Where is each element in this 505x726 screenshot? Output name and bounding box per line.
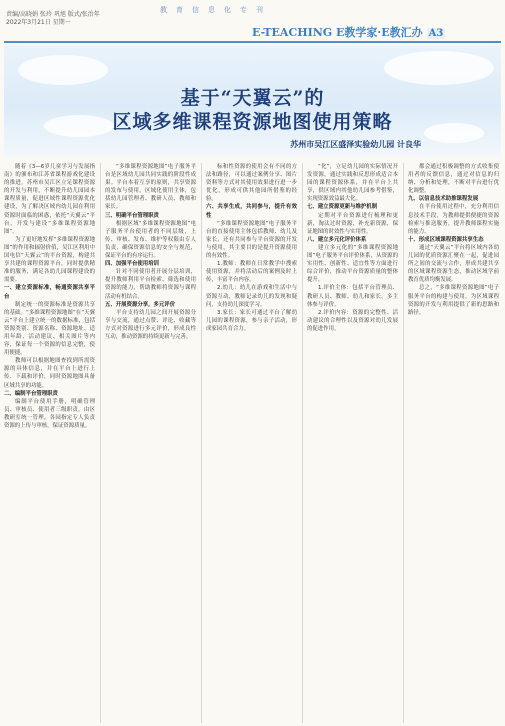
section-heading: 四、加强平台使用培训 — [105, 261, 159, 268]
column-5 — [408, 163, 499, 723]
section-heading: 九、以信息技术助推课程发展 — [408, 196, 479, 203]
cloud-decoration — [18, 55, 108, 85]
paragraph: 2.评价内容：资源的完整性、活动建议的合理性以及资源对幼儿发展的促进作用。 — [307, 309, 398, 332]
paragraph: 标和性资源的使用会有不同的方法和路径，可以通过案例分享、图片资料等方式对其使用效果进行进一步优化，形成可供其他园所借鉴的经验。 — [206, 164, 297, 203]
article-body — [4, 163, 501, 723]
paragraph: 教师可以根据地图查找到所需资源的具体信息，并在平台上进行上传、下载和评价，同时资源地图具备区域共享的功能。 — [4, 358, 95, 389]
column-divider — [302, 163, 303, 723]
section-heading: 六、共享生成，共同参与，提升有效性 — [206, 204, 297, 219]
section-heading: 十、形成区域课程资源共享生态 — [408, 236, 484, 243]
paragraph: 编制平台使用手册，明确管理员、审核员、使用者三级职责，由区教研室统一管理，各园指定专人负责资源的上传与审核，保证资源质量。 — [4, 398, 95, 429]
section-heading: 一、建立资源标准，畅通资源共享平台 — [4, 285, 95, 300]
cloud-decoration — [384, 51, 494, 85]
column-1 — [4, 163, 95, 723]
paragraph: 根据区域“多维课程资源地图”电子服务平台使用者的不同层级，上传、审核、发布、维护等权限由专人负责，确保资源信息的安全与规范，保证平台的有序运行。 — [105, 220, 196, 260]
paragraph: 2.幼儿：幼儿在游戏和生活中与资源互动，教师记录幼儿的发现和疑问，支持幼儿深度学习。 — [206, 285, 297, 308]
column-divider — [100, 163, 101, 723]
paragraph: 1.教师：教师在日常教学中搜索使用资源，并将活动后的案例及时上传，丰富平台内容。 — [206, 261, 297, 284]
masthead-band — [0, 0, 505, 14]
section-heading: 五、开展资源分享，多元评价 — [105, 301, 176, 308]
brand-text: E-TEACHING E教学家·E教汇办 — [252, 26, 423, 39]
paragraph: 定期对平台资源进行梳理和更新，淘汰过时资源，补充新资源，保证地图的时效性与实用性。 — [307, 212, 398, 235]
paragraph: 随着《3—6岁儿童学习与发展指南》的颁布和江苏省课程游戏化建设的推进，苏州市吴江区立足课程资源的开发与利用，不断提升幼儿园园本课程质量，促进区域性课程资源优化建设，为了解决区域内幼儿园在利用资源时面临的困惑，依托“天翼云”平台，开发与建设“多维课程资源地图”。 — [4, 164, 95, 235]
column-divider — [403, 163, 404, 723]
paragraph: 平台支持幼儿园之间开展资源分享与交流，通过点赞、评论、收藏等方式对资源进行多元评价，形成良性互动，推动资源的持续更新与完善。 — [105, 309, 196, 340]
paragraph: 总之，“多维课程资源地图”电子服务平台的构建与使用，为区域课程资源的开发与利用提供了新的思路和路径。 — [408, 285, 499, 316]
column-2 — [105, 163, 196, 723]
masthead-meta — [6, 11, 100, 27]
column-3 — [206, 163, 297, 723]
section-heading: 二、编制平台管理职责 — [4, 390, 58, 397]
paragraph: 3.家长：家长可通过平台了解幼儿园的课程资源，参与亲子活动，形成家园共育合力。 — [206, 309, 297, 332]
brand-title — [252, 24, 445, 40]
paragraph: “化”，立足幼儿园的实际情况开发资源，通过实践和反思形成适合本园的课程资源体系，并在平台上共享，供区域内其他幼儿园参考借鉴，实现资源效益最大化。 — [307, 164, 398, 203]
header-rule — [4, 41, 501, 43]
paragraph: 通过“天翼云”平台将区域内各幼儿园的优质资源汇聚在一起，促进园所之间的交流与合作，形成共建共享的区域课程资源生态，推动区域学前教育优质均衡发展。 — [408, 244, 499, 284]
column-4 — [307, 163, 398, 723]
title-banner — [4, 45, 501, 157]
editor-line: 责编/高晓娟 张玲 巩旭 版式/张治年 — [6, 11, 100, 18]
headline-line2: 区域多维课程资源地图使用策略 — [112, 111, 393, 133]
paragraph: 制定统一的资源标准是资源共享的基础。“多维课程资源地图”在“天翼云”平台上建立统一的数据标准，包括资源类别、资源名称、资源地址、适用年龄、活动建议、相关图片等内容，保证每一个资源的信息完整，使用便捷。 — [4, 301, 95, 357]
paragraph: “多维课程资源地图”电子服务平台是区域幼儿园共同实践的阶段性成果。平台本着互享的原则，共享资源的发布与使用，区域化使用主体，包括幼儿园管理者、教研人员、教师和家长。 — [105, 164, 196, 211]
paragraph: 在平台使用过程中，充分利用信息技术手段，为教师提供便捷的资源检索与推送服务，提升教师课程实施的能力。 — [408, 204, 499, 235]
paragraph: 针对不同使用者开展分层培训，提升教师利用平台检索、筛选和使用资源的能力，帮助教师将资源与课程活动有机结合。 — [105, 269, 196, 300]
headline-line1: 基于“天翼云”的 — [180, 87, 325, 109]
paragraph: 1.评价主体：包括平台管理员、教研人员、教师、幼儿和家长，多主体参与评价。 — [307, 285, 398, 308]
band-title: 教育信息化专刊 — [160, 6, 272, 14]
paragraph: 都会通过积极调整的方式收集使用者的反馈信息，通过对信息的归纳、分析和处理，不断对平台进行优化调整。 — [408, 164, 499, 195]
paragraph: 为了更好地发挥“多维课程资源地图”的作用和辐射价值，吴江区利用中国电信“天翼云”的平台资源，构建共享共建的课程资源平台，同时提供精准的服务，满足各幼儿园课程建设的需要。 — [4, 236, 95, 284]
section-heading: 七、建立资源更新与维护机制 — [307, 204, 378, 211]
page-number: A3 — [428, 28, 444, 39]
paragraph: “多维课程资源地图”电子服务平台的直接使用主体包括教师、幼儿及家长，还有共同参与平台资源的开发与使用，其主要目的是提升资源使用的有效性。 — [206, 220, 297, 260]
byline: 苏州市吴江区盛泽实验幼儿园 计良华 — [290, 140, 421, 149]
column-divider — [201, 163, 202, 723]
date-line: 2022年3月21日 星期一 — [6, 19, 71, 26]
section-heading: 八、建立多元化评价体系 — [307, 236, 367, 243]
section-heading: 三、明确平台管理职责 — [105, 212, 159, 219]
paragraph: 建立多元化的“多维课程资源地图”电子服务平台评价体系，从资源的实用性、创新性、适宜性等方面进行综合评价，推动平台资源质量的整体提升。 — [307, 244, 398, 284]
